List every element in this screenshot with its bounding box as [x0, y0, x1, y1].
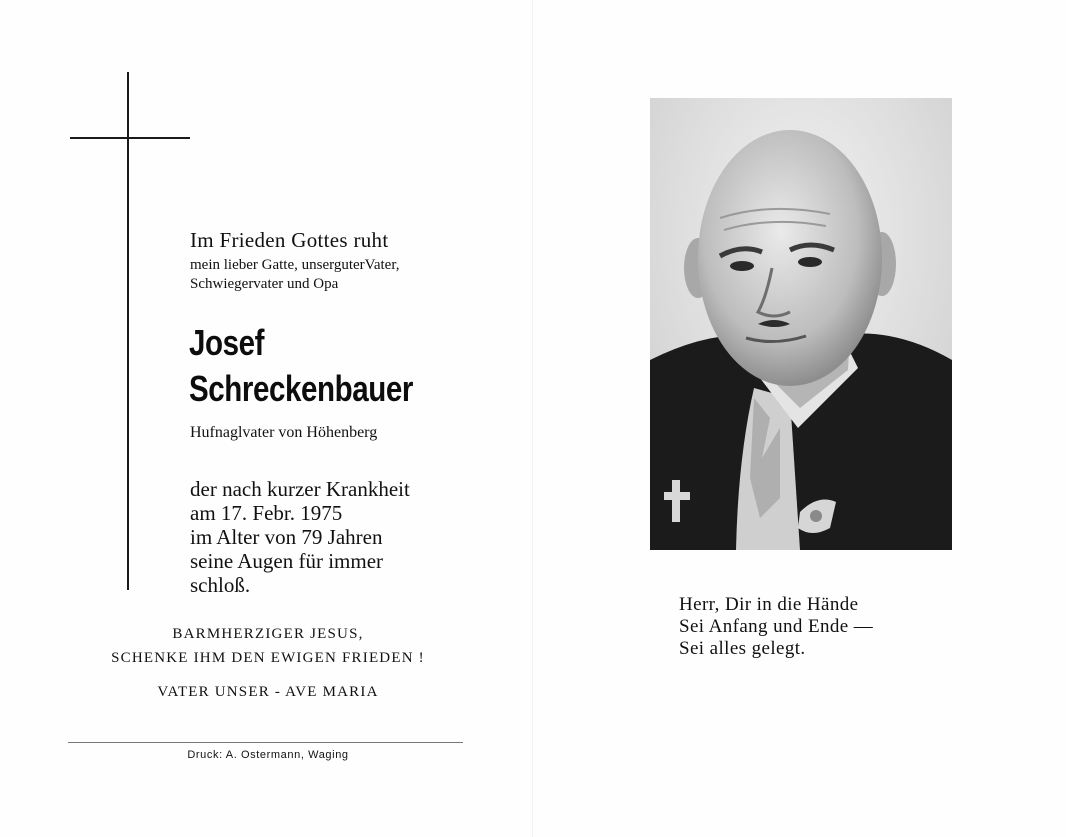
verse-line: Sei alles gelegt. — [679, 638, 806, 659]
occupation-text: Hufnaglvater von Höhenberg — [190, 424, 378, 441]
cross-icon-bar — [70, 137, 190, 139]
card-fold — [532, 0, 533, 837]
prayer-line: SCHENKE IHM DEN EWIGEN FRIEDEN ! — [111, 650, 425, 666]
death-line: im Alter von 79 Jahren — [190, 525, 383, 549]
relation-text — [190, 256, 399, 294]
verse-text — [679, 594, 873, 660]
printer-credit: Druck: A. Ostermann, Waging — [187, 749, 349, 761]
death-text — [190, 477, 410, 597]
verse-line: Sei Anfang und Ende — — [679, 616, 874, 637]
deceased-first-name: Josef — [189, 322, 265, 363]
verse-line: Herr, Dir in die Hände — [679, 594, 859, 615]
portrait-photo — [650, 98, 952, 550]
deceased-last-name: Schreckenbauer — [189, 368, 413, 409]
death-line: der nach kurzer Krankheit — [190, 477, 410, 501]
relation-line: Schwiegervater und Opa — [190, 276, 339, 292]
divider — [68, 742, 463, 743]
death-line: schloß. — [190, 573, 251, 597]
relation-line: mein lieber Gatte, unserguterVater, — [190, 257, 400, 273]
prayer-line: BARMHERZIGER JESUS, — [172, 626, 364, 642]
death-line: seine Augen für immer — [190, 549, 384, 573]
death-line: am 17. Febr. 1975 — [190, 501, 343, 525]
cross-icon — [127, 72, 129, 590]
intro-text: Im Frieden Gottes ruht — [190, 228, 389, 252]
prayer-line: VATER UNSER - AVE MARIA — [157, 684, 379, 700]
